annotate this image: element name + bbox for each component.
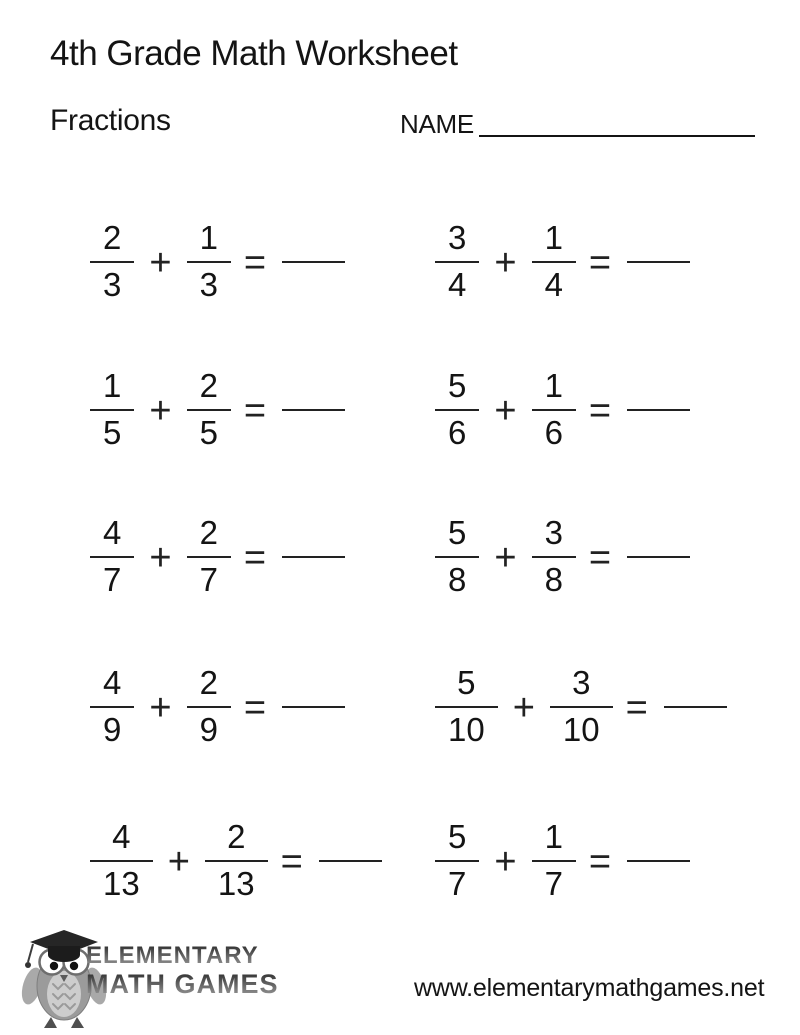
page-title: 4th Grade Math Worksheet — [50, 34, 458, 73]
fraction-second — [187, 665, 231, 748]
answer-blank[interactable] — [282, 261, 345, 264]
numerator: 5 — [448, 367, 467, 405]
denominator: 7 — [103, 561, 122, 599]
equals-sign: = — [588, 242, 612, 284]
fraction-bar — [187, 261, 231, 264]
plus-sign: + — [167, 841, 190, 883]
numerator: 1 — [544, 219, 563, 257]
numerator: 3 — [448, 219, 467, 257]
fraction-bar — [205, 860, 268, 863]
logo — [0, 926, 300, 1031]
numerator: 4 — [112, 818, 131, 856]
plus-sign: + — [149, 390, 172, 432]
denominator: 8 — [448, 561, 467, 599]
denominator: 10 — [562, 711, 600, 749]
name-blank-line[interactable] — [479, 135, 755, 137]
numerator: 2 — [227, 818, 246, 856]
answer-blank[interactable] — [627, 556, 690, 559]
fraction-second — [187, 515, 231, 598]
numerator: 2 — [199, 367, 218, 405]
denominator: 4 — [448, 266, 467, 304]
fraction-problem — [435, 647, 727, 767]
topic-title: Fractions — [50, 104, 171, 137]
numerator: 1 — [544, 818, 563, 856]
equals-sign: = — [243, 390, 267, 432]
fraction-problem — [90, 202, 345, 322]
name-field — [400, 111, 755, 139]
fraction-second — [532, 819, 576, 902]
equals-sign: = — [243, 687, 267, 729]
numerator: 5 — [448, 514, 467, 552]
denominator: 13 — [103, 865, 140, 903]
equals-sign: = — [625, 687, 648, 729]
fraction-problem — [90, 497, 345, 617]
fraction-bar — [90, 556, 134, 559]
fraction-bar — [187, 706, 231, 709]
logo-text-line2: MATH GAMES — [86, 969, 279, 999]
answer-blank[interactable] — [319, 860, 382, 863]
numerator: 4 — [103, 664, 122, 702]
numerator: 3 — [572, 664, 591, 702]
fraction-bar — [187, 556, 231, 559]
logo-text — [86, 944, 279, 998]
answer-blank[interactable] — [627, 261, 690, 264]
fraction-second — [187, 220, 231, 303]
plus-sign: + — [149, 687, 172, 729]
fraction-problem — [435, 202, 690, 322]
fraction-problem — [435, 350, 690, 470]
numerator: 1 — [544, 367, 563, 405]
answer-blank[interactable] — [282, 409, 345, 412]
fraction-bar — [90, 409, 134, 412]
denominator: 10 — [448, 711, 485, 749]
fraction-problem — [90, 801, 382, 921]
fraction-first — [435, 665, 498, 748]
equals-sign: = — [588, 841, 612, 883]
fraction-second — [550, 665, 613, 748]
numerator: 4 — [103, 514, 122, 552]
fraction-first — [90, 515, 134, 598]
fraction-bar — [532, 860, 576, 863]
fraction-problem — [90, 350, 345, 470]
equals-sign: = — [588, 390, 612, 432]
fraction-bar — [435, 556, 479, 559]
answer-blank[interactable] — [282, 706, 345, 709]
equals-sign: = — [588, 537, 612, 579]
fraction-bar — [532, 556, 576, 559]
logo-text-line1: ELEMENTARY — [86, 944, 279, 968]
fraction-first — [90, 665, 134, 748]
denominator: 6 — [448, 414, 467, 452]
fraction-second — [187, 368, 231, 451]
fraction-problem — [435, 801, 690, 921]
fraction-first — [435, 368, 479, 451]
numerator: 2 — [103, 219, 122, 257]
answer-blank[interactable] — [627, 860, 690, 863]
denominator: 7 — [199, 561, 218, 599]
plus-sign: + — [512, 687, 535, 729]
plus-sign: + — [149, 537, 172, 579]
fraction-first — [90, 368, 134, 451]
fraction-bar — [90, 261, 134, 264]
fraction-bar — [435, 706, 498, 709]
fraction-first — [435, 515, 479, 598]
numerator: 5 — [448, 818, 467, 856]
denominator: 7 — [448, 865, 467, 903]
fraction-first — [435, 819, 479, 902]
denominator: 7 — [544, 865, 563, 903]
plus-sign: + — [494, 841, 517, 883]
fraction-first — [435, 220, 479, 303]
denominator: 13 — [217, 865, 255, 903]
fraction-first — [90, 819, 153, 902]
denominator: 5 — [103, 414, 122, 452]
name-label: NAME — [400, 109, 474, 139]
fraction-problem — [435, 497, 690, 617]
numerator: 1 — [199, 219, 218, 257]
fraction-bar — [90, 860, 153, 863]
plus-sign: + — [494, 537, 517, 579]
plus-sign: + — [494, 242, 517, 284]
fraction-bar — [435, 261, 479, 264]
equals-sign: = — [243, 242, 267, 284]
denominator: 4 — [544, 266, 563, 304]
fraction-bar — [532, 409, 576, 412]
fraction-bar — [90, 706, 134, 709]
fraction-second — [532, 220, 576, 303]
denominator: 3 — [103, 266, 122, 304]
fraction-bar — [550, 706, 613, 709]
fraction-first — [90, 220, 134, 303]
fraction-second — [532, 515, 576, 598]
fraction-problem — [90, 647, 345, 767]
fraction-second — [532, 368, 576, 451]
equals-sign: = — [243, 537, 267, 579]
numerator: 1 — [103, 367, 122, 405]
fraction-second — [205, 819, 268, 902]
denominator: 6 — [544, 414, 563, 452]
denominator: 9 — [199, 711, 218, 749]
numerator: 2 — [199, 514, 218, 552]
denominator: 8 — [544, 561, 563, 599]
numerator: 2 — [199, 664, 218, 702]
plus-sign: + — [494, 390, 517, 432]
fraction-bar — [435, 860, 479, 863]
denominator: 9 — [103, 711, 122, 749]
answer-blank[interactable] — [627, 409, 690, 412]
fraction-bar — [187, 409, 231, 412]
website-url: www.elementarymathgames.net — [414, 974, 765, 1002]
fraction-bar — [435, 409, 479, 412]
denominator: 3 — [199, 266, 218, 304]
answer-blank[interactable] — [664, 706, 727, 709]
answer-blank[interactable] — [282, 556, 345, 559]
numerator: 3 — [544, 514, 563, 552]
equals-sign: = — [280, 841, 303, 883]
numerator: 5 — [457, 664, 476, 702]
fraction-bar — [532, 261, 576, 264]
denominator: 5 — [199, 414, 218, 452]
plus-sign: + — [149, 242, 172, 284]
